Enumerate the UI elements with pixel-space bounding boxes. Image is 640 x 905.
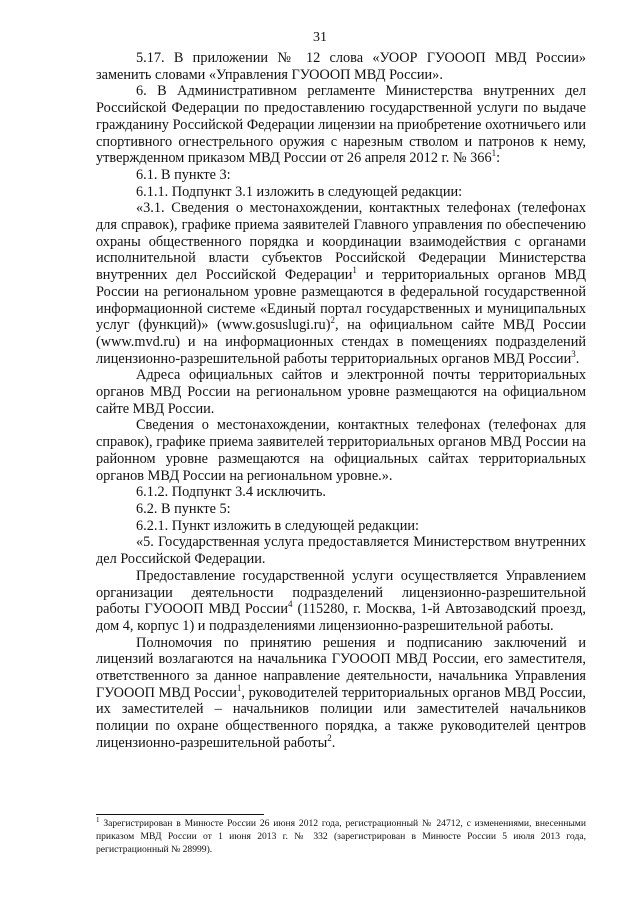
footnote-ref-3: 3 (571, 348, 576, 359)
paragraph-district-info: Сведения о местонахождении, контактных телефонах (телефонах для справок), графике приема заявителей территориальных органов МВД России на районном уровне размещаются на официальных сайтах территориальных органов МВД России на региональном уровне.». (96, 417, 586, 484)
footnote-ref-1c: 1 (236, 682, 242, 693)
paragraph-5-quote: «5. Государственная услуга предоставляется Министерством внутренних дел Российской Федерации. (96, 534, 586, 568)
paragraph-3-1-quote: «3.1. Сведения о местонахождении, контактных телефонах (телефонах для справок), графике приема заявителей Главного управления по обеспечению охраны общественного порядка и координации взаимодействия с органами исполнительной власти субъектов Российской Федерации Министерства внутренних дел Российской Федерации$^1$ и территориальных органов МВД России на региональном уровне размещаются в федеральной государственной информационной системе «Единый портал государственных и муниципальных услуг (функций)» (www.gosuslugi.ru)$^2$, на официальном сайте МВД России (www.mvd.ru) и на информационных стендах в помещениях подразделений лицензионно-разрешительной работы территориальных органов МВД России$^3$. (96, 200, 586, 367)
footnote-ref-1: 1 (491, 148, 497, 159)
footnote-1: $^1$ Зарегистрирован в Минюсте России 26 июня 2012 года, регистрационный № 24712, с изменениями, внесенными приказом МВД России от 1 июня 2013 г. № 332 (зарегистрирован в Минюсте России 5 июля 2013 года, регистрационный № 28999). (96, 815, 586, 855)
paragraph-service-provision: Предоставление государственной услуги осуществляется Управлением организации деятельности подразделений лицензионно-разрешительной работы ГУОООП МВД России$^4$ (115280, г. Москва, 1-й Автозаводский проезд, дом 4, корпус 1) и подразделениями лицензионно-разрешительной работы. (96, 567, 587, 634)
footnote-marker: 1 (96, 815, 100, 824)
paragraph-6-2: 6.2. В пункте 5: (136, 500, 231, 517)
footnote-ref-4: 4 (287, 599, 293, 610)
paragraph-authority: Полномочия по принятию решения и подписанию заключений и лицензий возлагаются на начальника ГУОООП МВД России, его заместителя, ответственного за данное направление деятельности, начальника Управления ГУОООП МВД России$^1$, руководителей территориальных органов МВД России, их заместителей – начальников полиции или заместителей начальников полиции по охране общественного порядка, а также руководителей центров лицензионно-разрешительной работы$^2$. (96, 634, 586, 751)
document-body (96, 50, 586, 752)
footnote-divider (96, 814, 264, 815)
paragraph-6-1-1: 6.1.1. Подпункт 3.1 изложить в следующей редакции: (136, 183, 463, 200)
paragraph-6-1: 6.1. В пункте 3: (136, 166, 231, 183)
paragraph-6: 6. В Административном регламенте Министерства внутренних дел Российской Федерации по предоставлению государственной услуги по выдаче гражданину Российской Федерации лицензии на приобретение охотничьего или спортивного огнестрельного оружия с нарезным стволом и патронов к нему, утвержденном приказом МВД России от 26 апреля 2012 г. № $366^1$: (96, 83, 586, 167)
paragraph-5-17: 5.17. В приложении № 12 слова «УООР ГУОООП МВД России» заменить словами «Управления ГУОООП МВД России». (96, 50, 586, 83)
footnote-ref-2b: 2 (327, 733, 332, 744)
footnote-ref-1b: 1 (352, 265, 357, 276)
page-number: 31 (313, 30, 327, 45)
paragraph-6-2-1: 6.2.1. Пункт изложить в следующей редакции: (136, 517, 419, 534)
paragraph-addresses: Адреса официальных сайтов и электронной почты территориальных органов МВД России на региональном уровне размещаются на официальном сайте МВД России. (96, 367, 586, 417)
paragraph-6-1-2: 6.1.2. Подпункт 3.4 исключить. (136, 484, 326, 501)
footnote-ref-2: 2 (330, 315, 335, 326)
